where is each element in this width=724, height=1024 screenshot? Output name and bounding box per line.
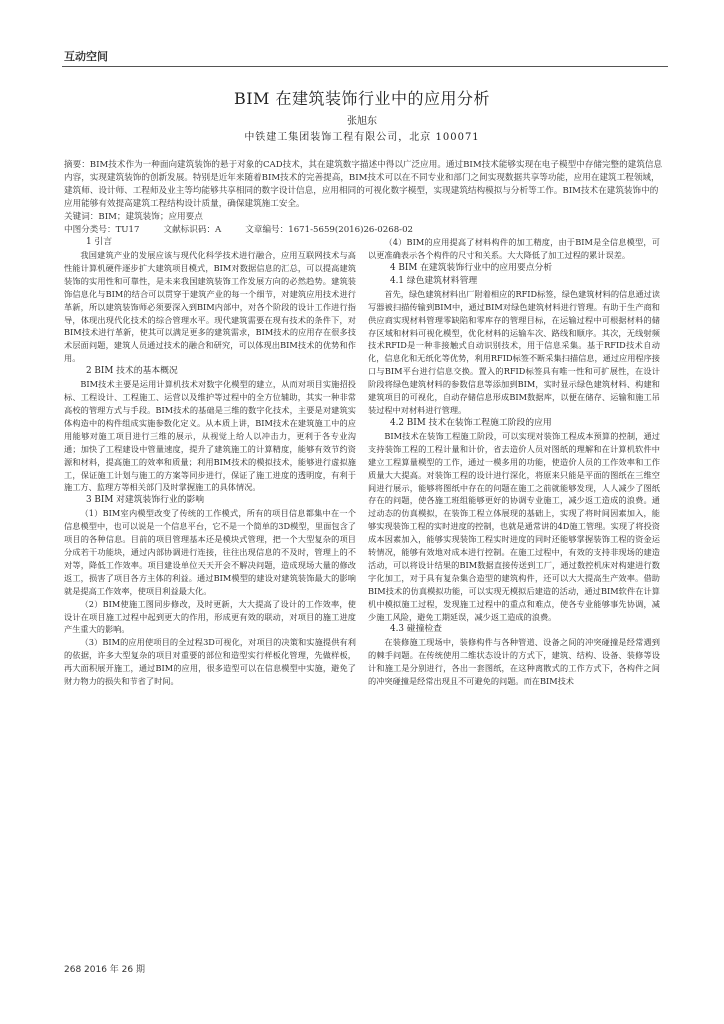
body-paragraph: （4）BIM的应用提高了材料构件的加工精度，由于BIM是全信息模型，可以更准确表示各个构件的尺寸和关系。大大降低了加工过程的累计误差。 <box>368 237 660 260</box>
section-heading: 4.1 绿色建筑材料管理 <box>390 275 478 286</box>
body-paragraph: 在装修施工现场中，装修构件与各种管道、设备之间的冲突碰撞是经常遇到的棘手问题。在传统使用二维状态设计的方式下，建筑、结构、设备、装修等设计和施工是分别进行，各出一套图纸，在这种离散式的工作方式下，各构件之间的冲突碰撞是经常出现且不可避免的问题。而在BIM技术 <box>368 637 660 687</box>
header-divider <box>62 66 668 67</box>
article-title: BIM 在建筑装饰行业中的应用分析 <box>233 89 491 108</box>
body-paragraph: （1）BIM室内模型改变了传统的工作模式，所有的项目信息都集中在一个信息模型中，也可以说是一个信息平台，它不是一个简单的3D模型，里面包含了项目的各种信息。目前的项目管理基本还是模块式管理，把一个大型复杂的项目分成若干功能块，通过内部协调进行连接，往往出现信息的不及时，管理上的不对等，降低工作效率。项目建设单位天天开会不解决问题，造成现场大量的修改返工，损害了项目各方主体的利益。通过BIM模型的建设对建筑装饰最大的影响就是提高工作效率，使项目利益最大化。 <box>64 508 356 596</box>
section-heading: 3 BIM 对建筑装饰行业的影响 <box>86 495 205 506</box>
body-paragraph: （3）BIM的应用使项目的全过程3D可视化，对项目的决策和实施提供有利的依据，许多大型复杂的项目对重要的部位和造型实行样板化管理，先做样板，再大面积展开施工，通过BIM的应用，很多造型可以在信息模型中实施，避免了财力物力的损失和节省了时间。 <box>64 637 356 687</box>
section-heading: 4 BIM 在建筑装饰行业中的应用要点分析 <box>390 262 553 273</box>
section-heading: 4.2 BIM 技术在装饰工程施工阶段的应用 <box>390 417 552 428</box>
section-heading: 4.3 碰撞检查 <box>390 624 442 635</box>
body-paragraph: BIM技术主要是运用计算机技术对数字化模型的建立，从而对项目实施招投标、工程设计、工程施工、运营以及维护等过程中的全方位辅助，其实一种非常高校的管理方式与手段。BIM技术的基础是三维的数字化技术，主要是对建筑实体构造中的构件组成实施参数化定义。从本质上讲，BIM技术在建筑施工中的应用能够对施工项目进行三维的展示，从视觉上给人以冲击力，更利于各专业沟通；加快了工程建设中管量速度，提升了建筑施工的计算精度，能够有效节约资源和材料，提高施工的效率和质量；利用BIM技术的模拟技术，能够进行虚拟施工，保证施工计划与施工的方案等同步进行，保证了施工进度的透明度，有利于施工方、监理方等相关部门及时掌握施工的具体情况。 <box>64 379 356 493</box>
article-author: 张旭东 <box>347 116 377 127</box>
section-heading: 2 BIM 技术的基本概况 <box>86 366 178 377</box>
document-code: 文献标识码：A <box>163 225 222 235</box>
section-heading: 1 引言 <box>86 237 112 247</box>
author-affiliation: 中铁建工集团装饰工程有限公司，北京 100071 <box>244 132 480 143</box>
body-paragraph: （2）BIM使施工图同步修改，及时更新，大大提高了设计的工作效率，使设计在项目施工过程中起到更大的作用，形成更有效的联动，对项目的施工进度产生重大的影响。 <box>64 598 356 635</box>
body-column-right <box>368 236 660 688</box>
abstract-text: 摘要：BIM技术作为一种面向建筑装饰的悬于对象的CAD技术，其在建筑数字描述中得以广泛应用。通过BIM技术能够实现在电子模型中存储完整的建筑信息内容，实现建筑装饰的创新发展。特别是近年来随着BIM技术的完善提高，BIM技术可以在不同专业和部门之间实现数据共享等功能，应用在建筑工程领域，建筑师、设计师、工程师及业主等均能够共享相同的数字设计信息，应用相同的可视化数字模型，实现建筑结构模拟与分析等工作。BIM技术在建筑装饰中的应用能够有效提高建筑工程结构设计质量，确保建筑施工安全。 <box>64 160 663 209</box>
keywords: 关键词：BIM；建筑装饰；应用要点 <box>64 212 203 222</box>
page-footer: 268 2016 年 26 期 <box>64 965 145 975</box>
body-paragraph: BIM技术在装饰工程施工阶段，可以实现对装饰工程成本预算的控制，通过支持装饰工程的工程计量和计价，省去造价人员对图纸的理解和在计算机软件中建立工程算量模型的工作，通过一模多用的功能，使造价人员的工作效率和工作质量大大提高。对装饰工程的设计进行深化，将原来只能是平面的图纸在三维空间进行展示，能够将图纸中存在的问题在施工之前就能够发现，人人减少了图纸存在的问题，使各施工班组能够更好的协调专业施工，减少返工造成的浪费。通过动态的仿真模拟，在装饰工程立体展现的基础上，实现了将时间因素加入，能够实现装饰工程的实时进度的控制，也就是通常讲的4D施工管理。实现了将投资成本因素加入，能够实现装饰工程实时进度的同时还能够掌握装饰工程的资金运转情况，能够有效地对成本进行控制。在施工过程中，有效的支持非现场的建造活动，可以将设计结果的BIM数据直接传送到工厂，通过数控机床对构建进行数字化加工，对于具有复杂集合造型的建筑构件，还可以大大提高生产效率。借助BIM技术的仿真模拟功能，可以实现无模拟后建造的活动，通过BIM软件在计算机中模拟施工过程，发现施工过程中的重点和难点，使各专业能够事先协调，减少施工风险，避免工期延误，减少返工造成的浪费。 <box>368 430 660 622</box>
body-paragraph: 我国建筑产业的发展应该与现代化科学技术进行融合，应用互联网技术与高性能计算机硬件逐步扩大建筑项目模式，BIM对数据信息的汇总，可以提高建筑装饰的实用性和可靠性，是未来我国建筑装饰工作发展方向的必然趋势。建筑装饰信息化与BIM的结合可以贯穿于建筑产业的每一个细节，对建筑应用技术进行革新，所以建筑装饰师必须要深入到BIM内部中，对各个阶段的设计工作进行指导，体现出现代化技术的综合管理水平。现代建筑需要在现有技术的条件下，对BIM技术进行革新，使其可以满足更多的建筑需求，BIM技术的应用存在很多技术层面问题，建筑人员通过技术的融合和研究，可以体现出BIM技术的优势和作用。 <box>64 250 356 364</box>
body-column-left <box>64 236 356 688</box>
abstract-block <box>64 159 664 237</box>
article-number: 文章编号：1671-5659(2016)26-0268-02 <box>245 225 414 235</box>
clc-number: 中图分类号：TU17 <box>64 225 140 235</box>
journal-section-label: 互动空间 <box>64 50 108 63</box>
body-paragraph: 首先，绿色建筑材料出厂附着相应的RFID标签，绿色建筑材料的信息通过读写器被扫描传输到BIM中，通过BIM对绿色建筑材料进行管理。有助于生产商和供应商实现材料管理零缺陷和零库存的管理目标，在运输过程中可根据材料的储存区域和材料可视化模型，优化材料的运输车次、路线和顺序。其次，无线射频技术RFID是一种非接触式自动识别技术，用于信息采集。基于RFID技术自动化，信息化和无纸化等优势，利用RFID标签不断采集扫描信息，通过应用程序接口与BIM平台进行信息交换。置入的RFID标签具有唯一性和可扩展性，在设计阶段将绿色建筑材料的参数信息等添加到BIM，实时显示绿色建筑材料、构建和建筑项目的可视化，自动存储信息形成BIM数据库，以便在储存、运输和施工吊装过程中对材料进行管理。 <box>368 288 660 415</box>
